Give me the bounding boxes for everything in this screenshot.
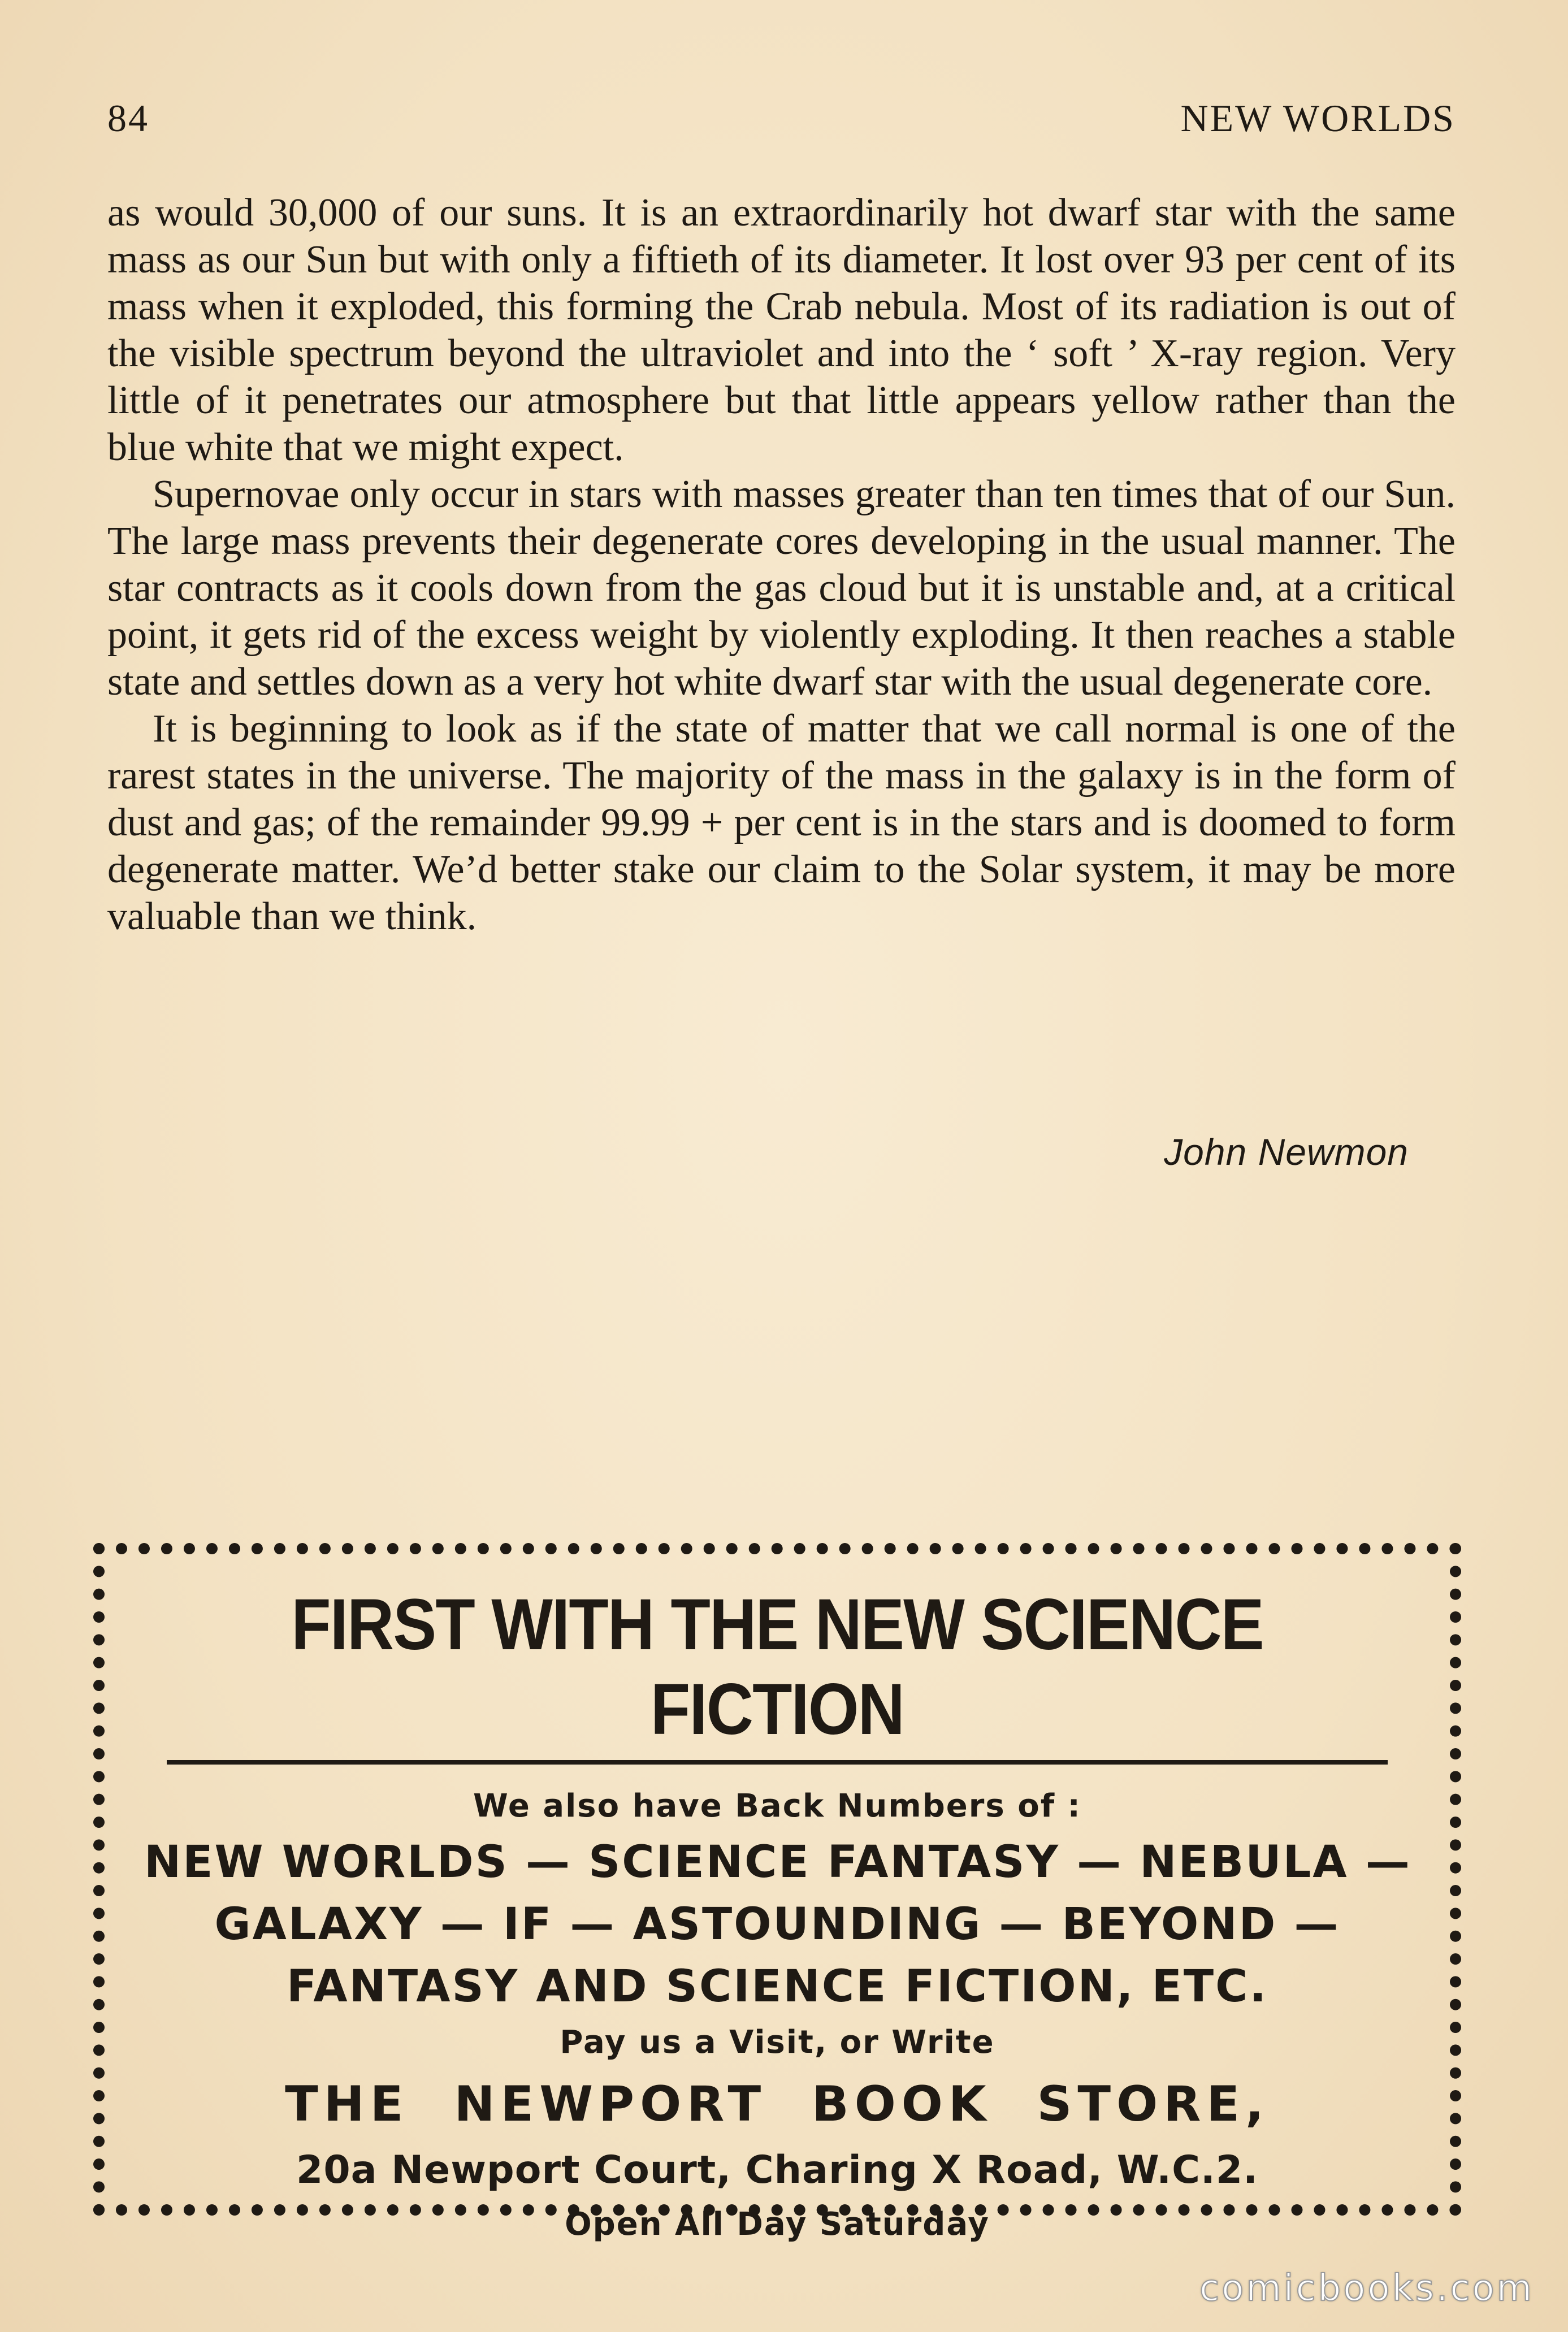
watermark: comicbooks.com: [1199, 2268, 1534, 2309]
advert-hours: Open All Day Saturday: [565, 2206, 990, 2243]
advert-store-name: THE NEWPORT BOOK STORE,: [285, 2076, 1270, 2132]
advert-titles-line-2: GALAXY — IF — ASTOUNDING — BEYOND —: [214, 1899, 1340, 1950]
article-paragraph-3: It is beginning to look as if the state of matter that we call normal is one of the rarest states in the universe. The majority of the mass in the galaxy is in the form of dust and gas; of the remainder 99.99 + per cent is in the stars and is doomed to form degenerate matter. We’d better stake our claim to the Solar system, it may be more valuable than we think.: [107, 707, 1456, 938]
running-title: NEW WORLDS: [1180, 97, 1456, 140]
bookstore-advert: [93, 1543, 1461, 2243]
advert-address: 20a Newport Court, Charing X Road, W.C.2.: [296, 2148, 1258, 2192]
article-paragraph-2: Supernovae only occur in stars with masses greater than ten times that of our Sun. The large mass prevents their degenerate cores developing in the usual manner. The star contracts as it cools down from the gas cloud but it is unstable and, at a critical point, it gets rid of the excess weight by violently exploding. It then reaches a stable state and settles down as a very hot white dwarf star with the usual degenerate core.: [107, 473, 1456, 704]
author-byline: John Newmon: [1164, 1131, 1409, 1173]
article-paragraph-1: as would 30,000 of our suns. It is an extraordinarily hot dwarf star with the same mass as our Sun but with only a fiftieth of its diameter. It lost over 93 per cent of its mass when it exploded, this forming the Crab nebula. Most of its radiation is out of the visible spectrum beyond the ultraviolet and into the ‘ soft ’ X-ray region. Very little of it penetrates our atmosphere but that little appears yellow rather than the blue white that we might expect.: [107, 191, 1456, 469]
article-body: [107, 189, 1456, 940]
advert-titles-line-3: FANTASY AND SCIENCE FICTION, ETC.: [286, 1961, 1268, 2012]
advert-back-numbers: We also have Back Numbers of :: [473, 1788, 1081, 1824]
advert-visit: Pay us a Visit, or Write: [560, 2024, 995, 2061]
advert-headline: FIRST WITH THE NEW SCIENCE FICTION: [291, 1584, 1263, 1750]
page-number: 84: [107, 97, 149, 140]
advert-divider: [167, 1760, 1388, 1765]
advert-titles-line-1: NEW WORLDS — SCIENCE FANTASY — NEBULA —: [144, 1837, 1411, 1888]
page-header: [107, 96, 1456, 153]
